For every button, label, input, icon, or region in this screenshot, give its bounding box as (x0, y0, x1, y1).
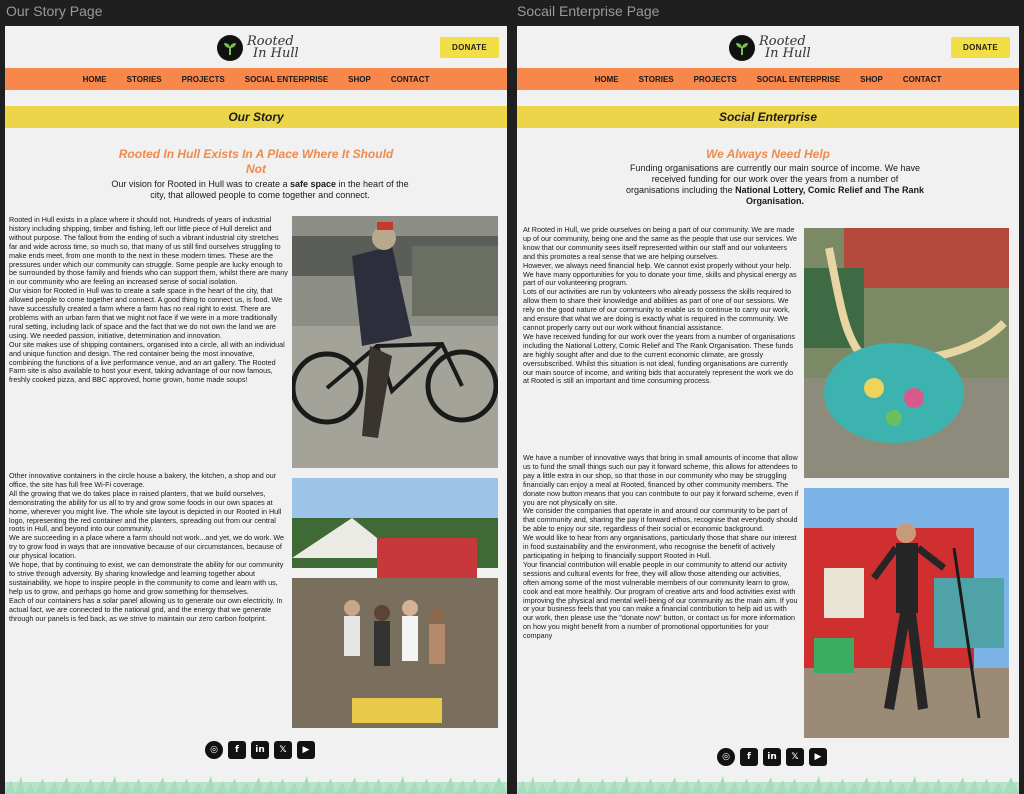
cyclist-photo (292, 216, 498, 468)
site-header (5, 26, 507, 68)
frame-label-enterprise: Socail Enterprise Page (517, 3, 660, 19)
enterprise-body-1: At Rooted in Hull, we pride ourselves on being a part of our community. We are made up of our community, being one and the same as the people that use our services. We know that our community sees itself represented within our staff and our volunteers and this promotes a real sense that we are helping ourselves. However, we always need financial help. We cannot exist properly without your help. We have many opportunities for you to donate your time, skills and physical energy as part of our volunteering program. Lots of our activities are run by volunteers who already possess the skills required to allow them to share their knowledge and abilities as part of one of our sessions. We rely on the good nature of our community to enable us to continue to carry our work, and ensure that what we are doing is exactly what is required in the community. We cannot properly carry out our work without financial assistance. We have received funding for our work over the years from a number of organisations including the National Lottery, Comic Relief and The Rank Organisation. These funds are highly sought after and due to the current economic climate, are grossly oversubscribed. Whilst this situation is not ideal, funding organisations are currently our main source of income, and writing bids that accurately represent the work we do at Rooted is still an important and time consuming process. (523, 226, 797, 386)
nav-home[interactable]: HOME (82, 74, 107, 84)
crowd-photo (292, 478, 498, 728)
x-icon[interactable]: 𝕏 (274, 741, 292, 759)
nav-social-enterprise[interactable]: SOCIAL ENTERPRISE (756, 74, 841, 84)
donate-button[interactable]: DONATE (951, 37, 1010, 58)
story-page-frame (5, 26, 507, 794)
enterprise-page-frame (517, 26, 1019, 794)
logo-text: Rooted In Hull (247, 34, 299, 61)
frame-label-story: Our Story Page (6, 3, 103, 19)
page-title: Our Story (228, 110, 284, 124)
page-title-bar (517, 106, 1019, 128)
grass-footer (517, 772, 1019, 794)
linkedin-icon[interactable]: in (763, 748, 781, 766)
nav-stories[interactable]: STORIES (638, 74, 674, 84)
nav-shop[interactable]: SHOP (860, 74, 883, 84)
logo[interactable] (217, 32, 303, 64)
facebook-icon[interactable]: f (228, 741, 246, 759)
site-header (517, 26, 1019, 68)
nav-contact[interactable]: CONTACT (390, 74, 430, 84)
instagram-icon[interactable]: ◎ (717, 748, 735, 766)
nav-contact[interactable]: CONTACT (902, 74, 942, 84)
nav-social-enterprise[interactable]: SOCIAL ENTERPRISE (244, 74, 329, 84)
social-links (205, 741, 315, 759)
grass-footer (5, 772, 507, 794)
youtube-icon[interactable]: ▶ (809, 748, 827, 766)
nav-shop[interactable]: SHOP (348, 74, 371, 84)
nav-projects[interactable]: PROJECTS (181, 74, 225, 84)
story-intro: Our vision for Rooted in Hull was to create a safe space in the heart of the city, that allowed people to come together and connect. (111, 179, 409, 200)
nav-home[interactable]: HOME (594, 74, 619, 84)
x-icon[interactable]: 𝕏 (786, 748, 804, 766)
social-links (717, 748, 827, 766)
instagram-icon[interactable]: ◎ (205, 741, 223, 759)
facebook-icon[interactable]: f (740, 748, 758, 766)
logo[interactable] (729, 32, 815, 64)
main-nav (517, 68, 1019, 90)
enterprise-body-2: We have a number of innovative ways that bring in small amounts of income that allow us to fund the small things such our pay it forward scheme, this allows for attendees to pay a little extra in our shop, so that those in our community who may be struggling financially can enjoy a meal at Rooted, financed by other community members. The donate now button means that you can contribute to our pay it forward scheme, even if you are not physically on site. We consider the companies that operate in and around our community to be part of that community and, sharing the pay it forward ethos, recognise that everybody should be able to enjoy our site, regardless of their social or economic background. We would like to hear from any organisations, particularly those that share our interest in food sustainability and the environment, who recognise the benefit of actively participating in helping to financially support Rooted in Hull. Your financial contribution will enable people in our community to attend our activity sessions and cultural events for free, they will allow those attending our activities, often among some of the most vulnerable members of our community learn to grow, cook and eat more healthily. Our program of creative arts and food activities exist with improving the physical and mental well-being of our community as the main aim. If you or your business feels that you can make a financial contribution to help aid us with our work, then please use the "donate now" button, or contact us for more information on how you might benefit from a number of promotional opportunities for your company (523, 454, 799, 641)
page-title-bar (5, 106, 507, 128)
page-title: Social Enterprise (718, 110, 818, 124)
logo-text: Rooted In Hull (759, 34, 811, 61)
sprout-icon (217, 35, 243, 61)
enterprise-intro: Funding organisations are currently our main source of income. We have received funding for our work over the years from a number of organisations including the National Lottery, Comic Relief and The Rank Organisation. (626, 163, 924, 206)
story-body-1: Rooted in Hull exists in a place where it should not. Hundreds of years of industrial history including shipping, timber and fishing, left our little piece of Hull derelict and without purpose. The fallout from the ending of such a vibrant industrial city stretches far and wide across time, so much so, that many of us still find ourselves struggling to make ends meet, from one month to the next in these modern times. These are the pressures under which our community can struggle. Some people are lucky enough to be surrounded by those family and friends who can support them, whilst there are many in our community who are feeling an increased sense of social isolation. Our vision for Rooted in Hull was to create a safe space in the heart of the city, that allowed people to come together and connect. A good thing to connect us, is food. We have successfully created a farm where a farm has no real right to exist. There are problems with an urban farm that we might not face if we were in a more traditionally rural setting, including lack of space and the fact that we do not own the land we are using. We needed passion, initiative, determination and innovation. Our site makes use of shipping containers, organised into a circle, all with an individual and unique function and design. The red container being the most innovative, combining the functions of a live performance venue, and an art gallery. The Rooted Farm site is also available to host your event, taking advantage of our now famous, freshly cooked pizza, and BBC approved, home grown, home made soups! (9, 216, 288, 385)
performer-photo (804, 488, 1009, 738)
linkedin-icon[interactable]: in (251, 741, 269, 759)
nav-projects[interactable]: PROJECTS (693, 74, 737, 84)
bull-sculpture-photo (804, 228, 1009, 478)
donate-button[interactable]: DONATE (440, 37, 499, 58)
nav-stories[interactable]: STORIES (126, 74, 162, 84)
youtube-icon[interactable]: ▶ (297, 741, 315, 759)
story-subheading: Rooted In Hull Exists In A Place Where It Should Not (118, 147, 394, 176)
enterprise-subheading: We Always Need Help (705, 147, 831, 161)
story-body-2: Other innovative containers in the circle house a bakery, the kitchen, a shop and our office, the site has full free Wi-Fi coverage. All the growing that we do takes place in raised planters, that we build ourselves, demonstrating the ability for us all to try and grow some foods in our own spaces at home, wherever you might live. The whole site layout is depicted in our Rooted in Hull logo, representing the red container and the planters, spreading out from our central roots in Hull, and beyond into our community. We are succeeding in a place where a farm should not work...and yet, we do work. We try to grow food in ways that are innovative because of our circumstances, because of our physical location. We hope, that by continuing to exist, we can demonstrate the ability for our community to strive through adversity. By sharing knowledge and learning together about sustainability, we hope to inspire people in the community to come and learn with us, help us to grow, and perhaps go home and grow something for themselves. Each of our containers has a solar panel allowing us to generate our own electricity. In actual fact, we are connected to the national grid, and the energy that we generate through our panels is fed back, as we strive to maintain our zero carbon footprint. (9, 472, 284, 623)
main-nav (5, 68, 507, 90)
sprout-icon (729, 35, 755, 61)
